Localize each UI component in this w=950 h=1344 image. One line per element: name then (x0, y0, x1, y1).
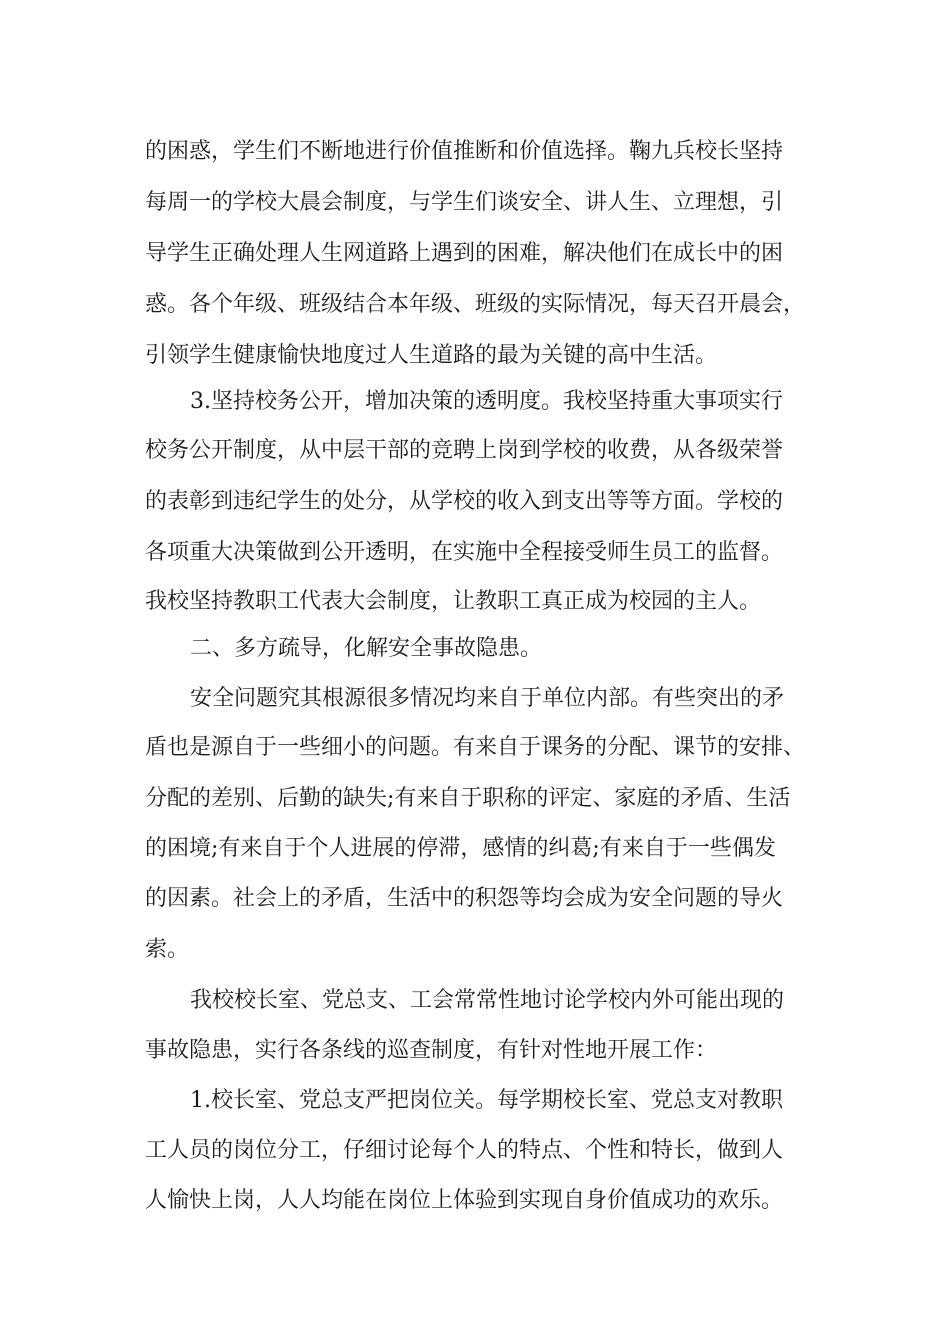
text-line: 的困惑，学生们不断地进行价值推断和价值选择。鞠九兵校长坚持 (145, 139, 784, 164)
text-line: 人愉快上岗，人人均能在岗位上体验到实现自身价值成功的欢乐。 (145, 1188, 784, 1213)
text-line: 3.坚持校务公开，增加决策的透明度。我校坚持重大事项实行 (190, 389, 783, 414)
text-line: 工人员的岗位分工，仔细讨论每个人的特点、个性和特长，做到人 (145, 1138, 784, 1163)
text-line: 引领学生健康愉快地度过人生道路的最为关键的高中生活。 (145, 343, 718, 368)
text-line: 校务公开制度，从中层干部的竞聘上岗到学校的收费，从各级荣誉 (145, 438, 784, 463)
text-line: 索。 (145, 937, 190, 962)
text-line: 的因素。社会上的矛盾，生活中的积怨等均会成为安全问题的导火 (145, 886, 784, 911)
text-line: 事故隐患，实行各条线的巡查制度，有针对性地开展工作： (145, 1038, 718, 1063)
text-line: 我校坚持教职工代表大会制度，让教职工真正成为校园的主人。 (145, 589, 762, 614)
text-line: 1.校长室、党总支严把岗位关。每学期校长室、党总支对教职 (190, 1088, 783, 1113)
text-line: 各项重大决策做到公开透明，在实施中全程接受师生员工的监督。 (145, 540, 784, 565)
text-line: 导学生正确处理人生网道路上遇到的困难，解决他们在成长中的困 (145, 241, 784, 266)
text-line: 分配的差别、后勤的缺失;有来自于职称的评定、家庭的矛盾、生活 (145, 786, 791, 811)
text-line: 安全问题究其根源很多情况均来自于单位内部。有些突出的矛 (190, 686, 785, 711)
text-line: 惑。各个年级、班级结合本年级、班级的实际情况，每天召开晨会， (145, 292, 806, 317)
text-line: 我校校长室、党总支、工会常常性地讨论学校内外可能出现的 (190, 988, 785, 1013)
text-line: 的困境;有来自于个人进展的停滞，感情的纠葛;有来自于一些偶发 (145, 836, 776, 861)
text-line: 的表彰到违纪学生的处分，从学校的收入到支出等等方面。学校的 (145, 489, 784, 514)
text-line: 盾也是源自于一些细小的问题。有来自于课务的分配、课节的安排、 (145, 735, 806, 760)
text-line: 每周一的学校大晨会制度，与学生们谈安全、讲人生、立理想，引 (145, 190, 784, 215)
section-heading: 二、多方疏导，化解安全事故隐患。 (190, 636, 543, 661)
